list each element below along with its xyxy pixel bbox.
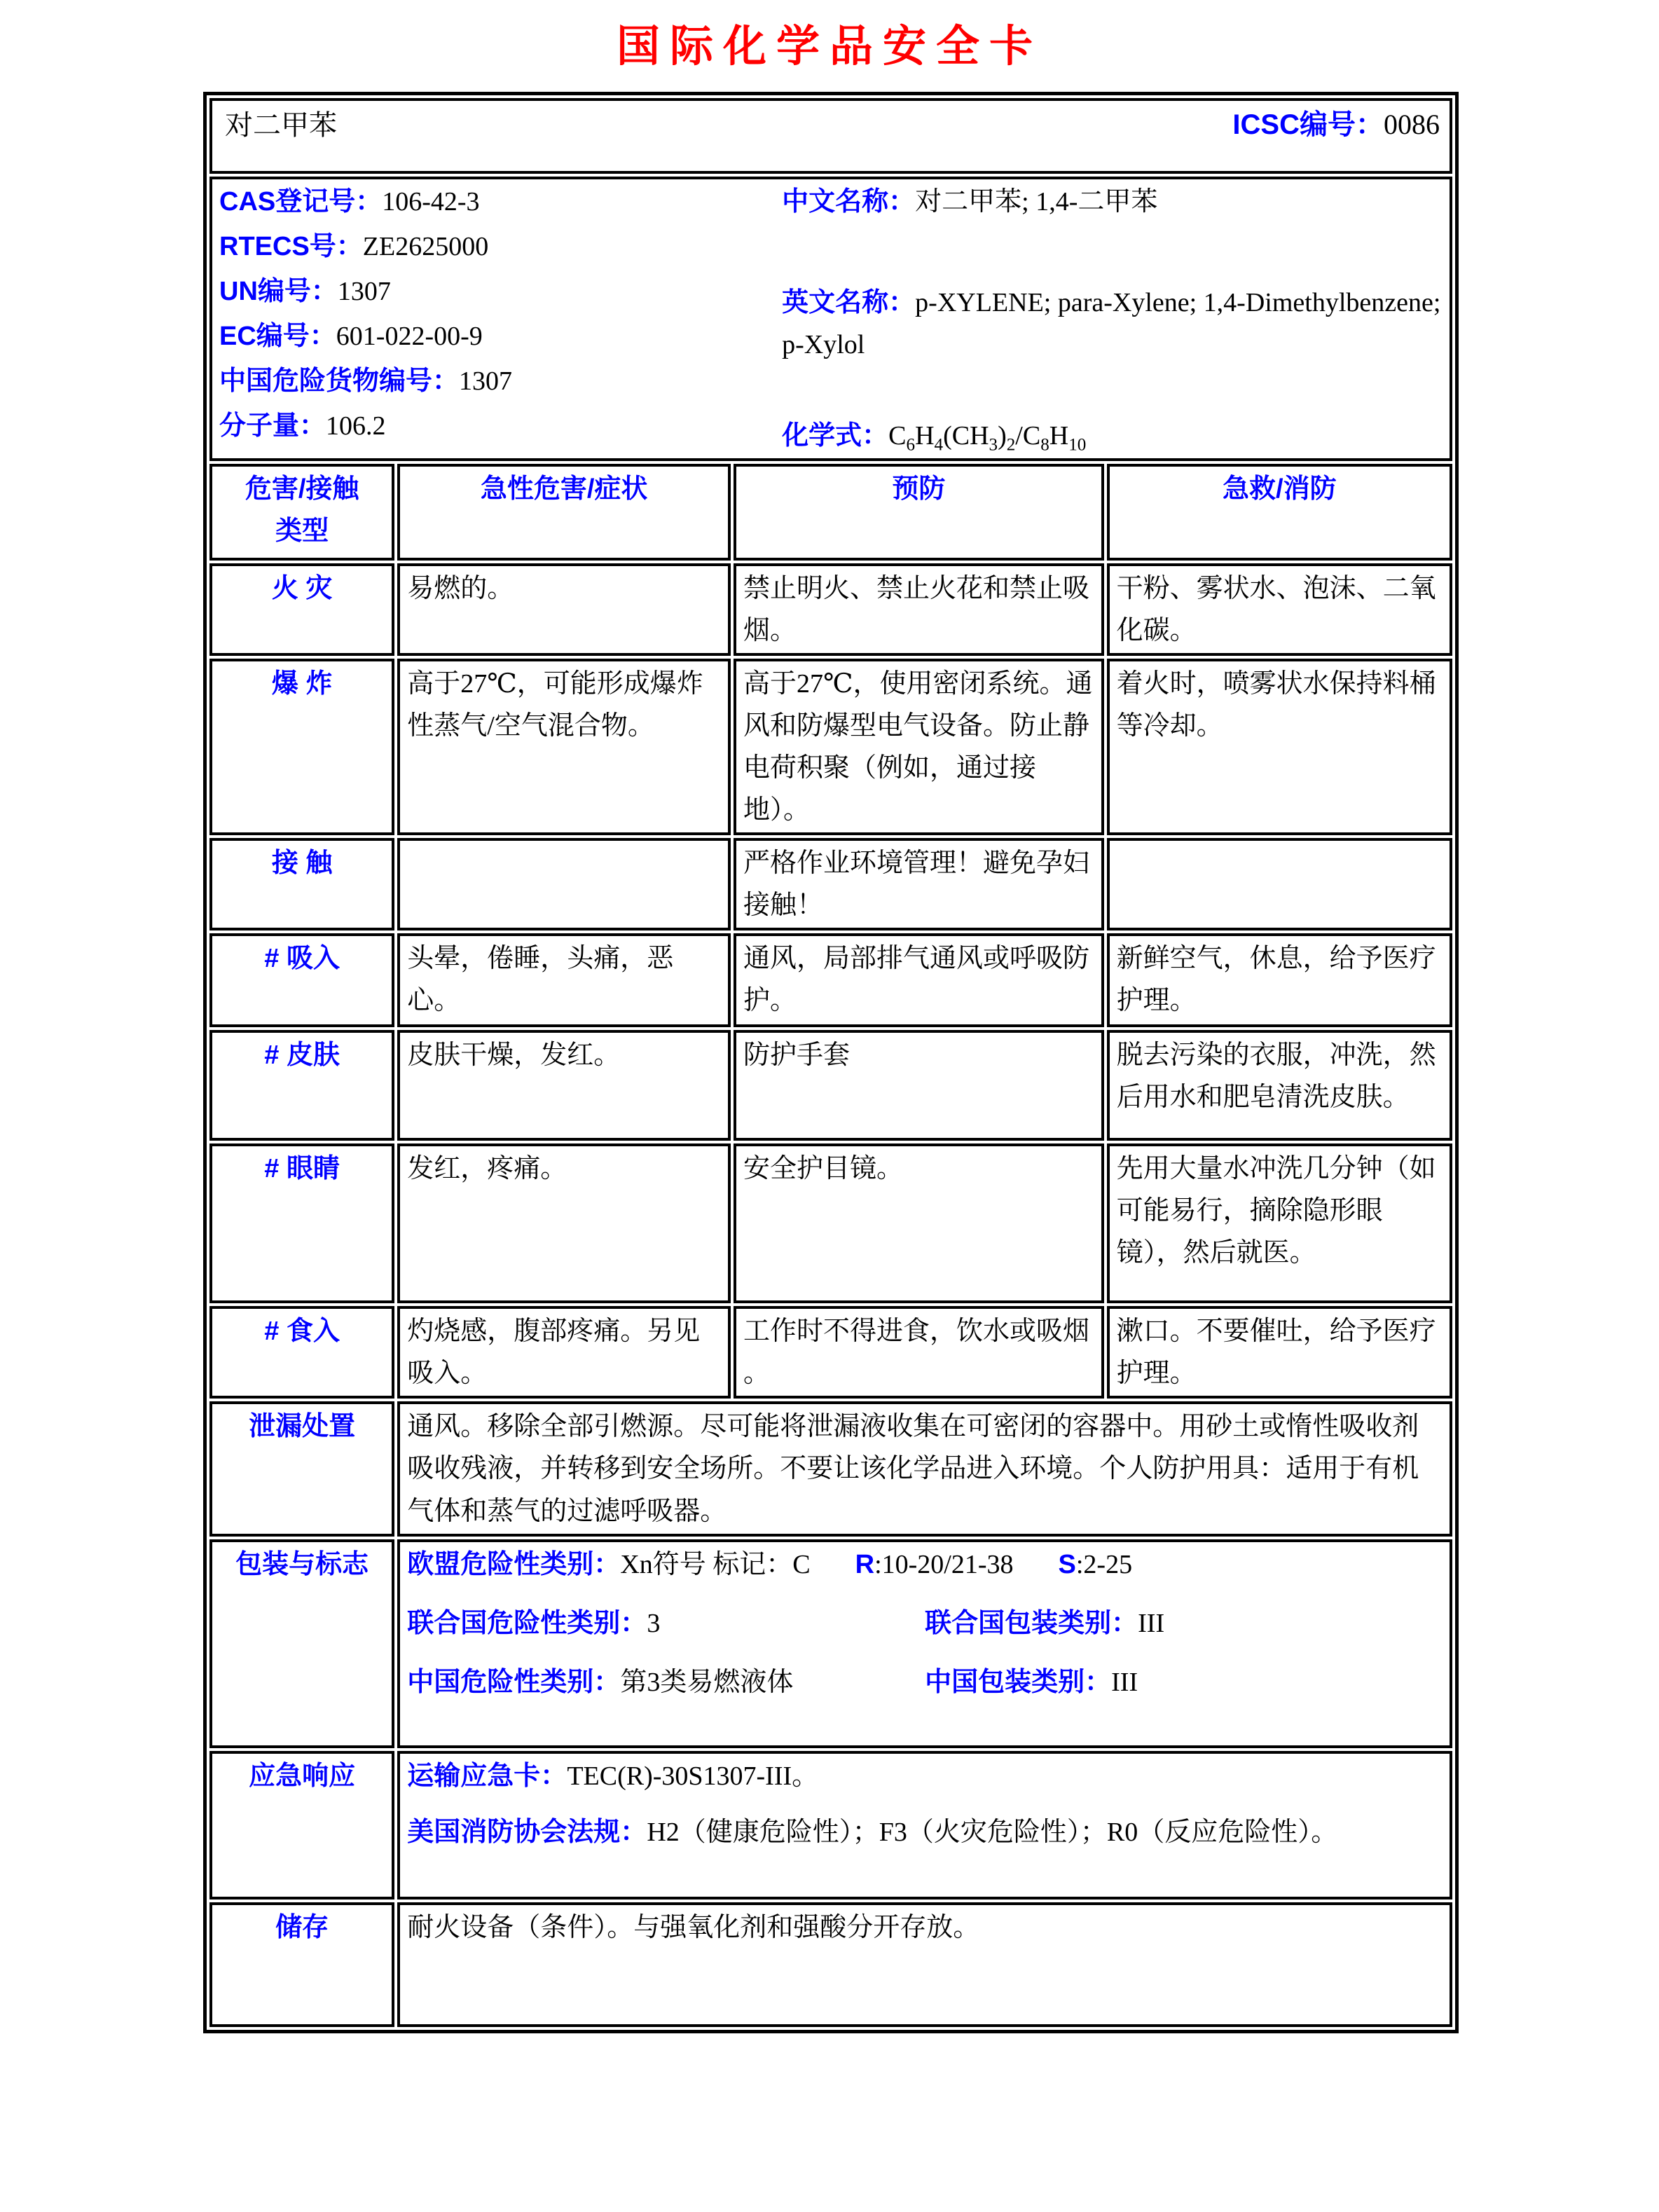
eyes-symptoms: 发红，疼痛。 [397,1143,731,1303]
identifiers-row [209,177,1452,461]
packaging-content [397,1539,1452,1748]
icsc-number-box [1232,102,1443,147]
contact-symptoms [397,838,731,930]
un-hazard-class: 联合国危险性类别：3 [407,1608,661,1638]
row-label-contact: 接 触 [209,838,394,930]
hazard-row-ingestion [209,1306,1452,1399]
row-label-emergency: 应急响应 [209,1751,394,1900]
cn-hazard-class: 中国危险性类别：第3类易燃液体 [407,1667,794,1697]
identifier-un: UN编号：1307 [219,277,391,306]
ingestion-response: 漱口。不要催吐，给予医疗护理。 [1107,1306,1452,1399]
icsc-card-table [203,92,1459,2033]
identifier-cas: CAS登记号：106-42-3 [219,187,480,217]
hazard-row-inhalation [209,933,1452,1027]
emergency-content [397,1751,1452,1900]
hazard-header-row [209,464,1452,561]
r-phrases: R:10-20/21-38 [855,1549,1014,1579]
row-label-spill: 泄漏处置 [209,1401,394,1536]
chinese-name-line: 中文名称：对二甲苯; 1,4-二甲苯 [782,187,1158,217]
skin-response: 脱去污染的衣服，冲洗，然后用水和肥皂清洗皮肤。 [1107,1030,1452,1141]
spill-row [209,1401,1452,1536]
hazard-row-explosion [209,659,1452,835]
row-label-packaging: 包装与标志 [209,1539,394,1748]
identifier-rtecs: RTECS号：ZE2625000 [219,232,489,261]
identifier-china-dg: 中国危险货物编号：1307 [219,366,513,396]
chemical-formula: $C_6H_4(CH_3)_2/C_8H_{10}$ [888,421,1087,455]
icsc-label: ICSC编号： [1232,109,1384,140]
nfpa-code: 美国消防协会法规：H2（健康危险性）；F3（火灾危险性）；R0（反应危险性）。 [407,1817,1338,1847]
identifier-mol-weight: 分子量：106.2 [219,411,386,441]
name-row [209,98,1452,174]
identifiers-cell [209,177,1452,461]
row-label-storage: 储存 [209,1902,394,2027]
hazard-row-fire [209,563,1452,656]
skin-symptoms: 皮肤干燥，发红。 [397,1030,731,1141]
header-acute-hazards: 急性危害/症状 [397,464,731,561]
storage-text: 耐火设备（条件）。与强氧化剂和强酸分开存放。 [397,1902,1452,2027]
eyes-prevention: 安全护目镜。 [734,1143,1104,1303]
transport-emergency-card: 运输应急卡：TEC(R)-30S1307-III。 [407,1761,819,1791]
storage-row [209,1902,1452,2027]
names-block [782,181,1443,457]
page-title: 国际化学品安全卡 [616,22,1042,71]
hazard-row-eyes [209,1143,1452,1303]
identifier-ec: EC编号：601-022-00-9 [219,322,483,351]
ingestion-prevention: 工作时不得进食，饮水或吸烟 。 [734,1306,1104,1399]
header-prevention: 预防 [734,464,1104,561]
hazard-row-skin [209,1030,1452,1141]
chemical-formula-line: 化学式：$C_6H_4(CH_3)_2/C_8H_{10}$ [782,421,1087,455]
english-name-line: 英文名称：p-XYLENE; para-Xylene; 1,4-Dimethylbenzene; p-Xylol [782,288,1441,360]
contact-response [1107,838,1452,930]
un-pack-group: 联合国包装类别：III [925,1608,1165,1638]
inhalation-prevention: 通风，局部排气通风或呼吸防护。 [734,933,1104,1027]
inhalation-symptoms: 头晕，倦睡，头痛，恶心。 [397,933,731,1027]
fire-symptoms: 易燃的。 [397,563,731,656]
spill-text: 通风。移除全部引燃源。尽可能将泄漏液收集在可密闭的容器中。用砂土或惰性吸收剂吸收残液，并转移到安全场所。不要让该化学品进入环境。个人防护用具：适用于有机气体和蒸气的过滤呼吸器。 [397,1401,1452,1536]
chemical-name: 对二甲苯 [225,109,337,141]
eyes-response: 先用大量水冲洗几分钟（如可能易行，摘除隐形眼镜），然后就医。 [1107,1143,1452,1303]
cn-classification-line [407,1661,1443,1703]
row-label-inhalation: # 吸入 [209,933,394,1027]
eu-classification-line: 欧盟危险性类别： Xn符号 标记：C R:10-20/21-38 S:2-25 [407,1544,1443,1586]
ingestion-symptoms: 灼烧感，腹部疼痛。另见吸入。 [397,1306,731,1399]
header-first-aid: 急救/消防 [1107,464,1452,561]
row-label-explosion: 爆 炸 [209,659,394,835]
name-cell [209,98,1452,174]
row-label-ingestion: # 食入 [209,1306,394,1399]
explosion-prevention: 高于27℃，使用密闭系统。通风和防爆型电气设备。防止静电荷积聚（例如，通过接地）。 [734,659,1104,835]
hazard-row-contact [209,838,1452,930]
identifier-list [219,181,782,457]
skin-prevention: 防护手套 [734,1030,1104,1141]
packaging-row [209,1539,1452,1748]
row-label-fire: 火 灾 [209,563,394,656]
explosion-response: 着火时，喷雾状水保持料桶等冷却。 [1107,659,1452,835]
fire-prevention: 禁止明火、禁止火花和禁止吸烟。 [734,563,1104,656]
explosion-symptoms: 高于27℃，可能形成爆炸性蒸气/空气混合物。 [397,659,731,835]
contact-prevention: 严格作业环境管理！避免孕妇接触！ [734,838,1104,930]
cn-pack-group: 中国包装类别：III [925,1667,1138,1697]
s-phrases: S:2-25 [1058,1549,1133,1579]
header-hazard-type: 危害/接触 类型 [209,464,394,561]
fire-response: 干粉、雾状水、泡沫、二氧化碳。 [1107,563,1452,656]
icsc-number: 0086 [1384,109,1440,140]
emergency-row [209,1751,1452,1900]
inhalation-response: 新鲜空气，休息，给予医疗护理。 [1107,933,1452,1027]
row-label-eyes: # 眼睛 [209,1143,394,1303]
row-label-skin: # 皮肤 [209,1030,394,1141]
un-classification-line [407,1602,1443,1644]
